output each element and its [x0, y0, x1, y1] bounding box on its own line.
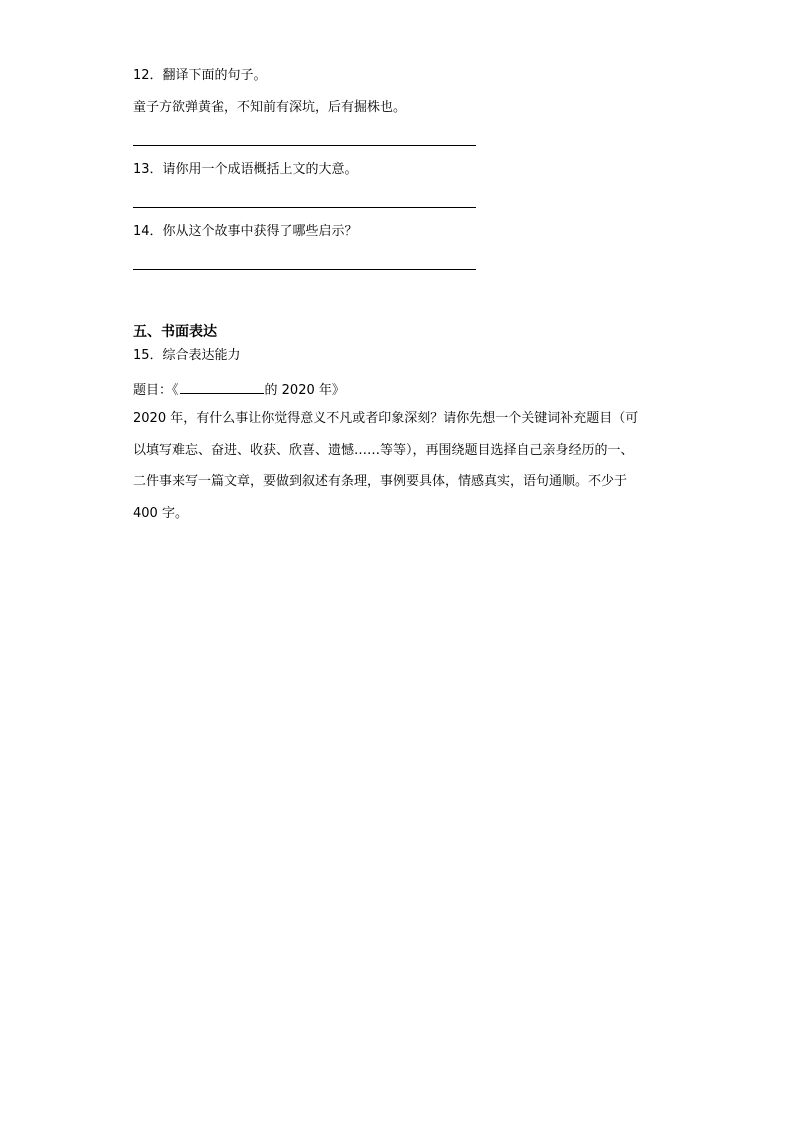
question-15-prompt: 15．综合表达能力 — [133, 348, 241, 363]
question-15-title-line — [133, 380, 345, 399]
question-12-sentence: 童子方欲弹黄雀，不知前有深坑，后有掘株也。 — [133, 100, 407, 115]
title-blank[interactable] — [180, 380, 264, 394]
question-12-prompt: 12．翻译下面的句子。 — [133, 68, 267, 83]
question-14-prompt: 14．你从这个故事中获得了哪些启示？ — [133, 224, 358, 239]
question-15-body-line-4: 400 字。 — [133, 506, 188, 521]
question-12-answer-line[interactable] — [133, 145, 476, 146]
question-15-body-line-1: 2020 年，有什么事让你觉得意义不凡或者印象深刻？请你先想一个关键词补充题目（可 — [133, 411, 639, 426]
question-15-body-line-2: 以填写难忘、奋进、收获、欣喜、遗憾……等等），再围绕题目选择自己亲身经历的一、 — [133, 443, 634, 458]
title-suffix: 的 2020 年》 — [264, 383, 345, 398]
question-13-prompt: 13．请你用一个成语概括上文的大意。 — [133, 162, 358, 177]
question-14-answer-line[interactable] — [133, 269, 476, 270]
title-prefix: 题目：《 — [133, 383, 179, 398]
question-13-answer-line[interactable] — [133, 207, 476, 208]
question-15-body-line-3: 二件事来写一篇文章，要做到叙述有条理，事例要具体，情感真实，语句通顺。不少于 — [133, 474, 628, 489]
section-5-heading: 五、书面表达 — [133, 324, 217, 340]
